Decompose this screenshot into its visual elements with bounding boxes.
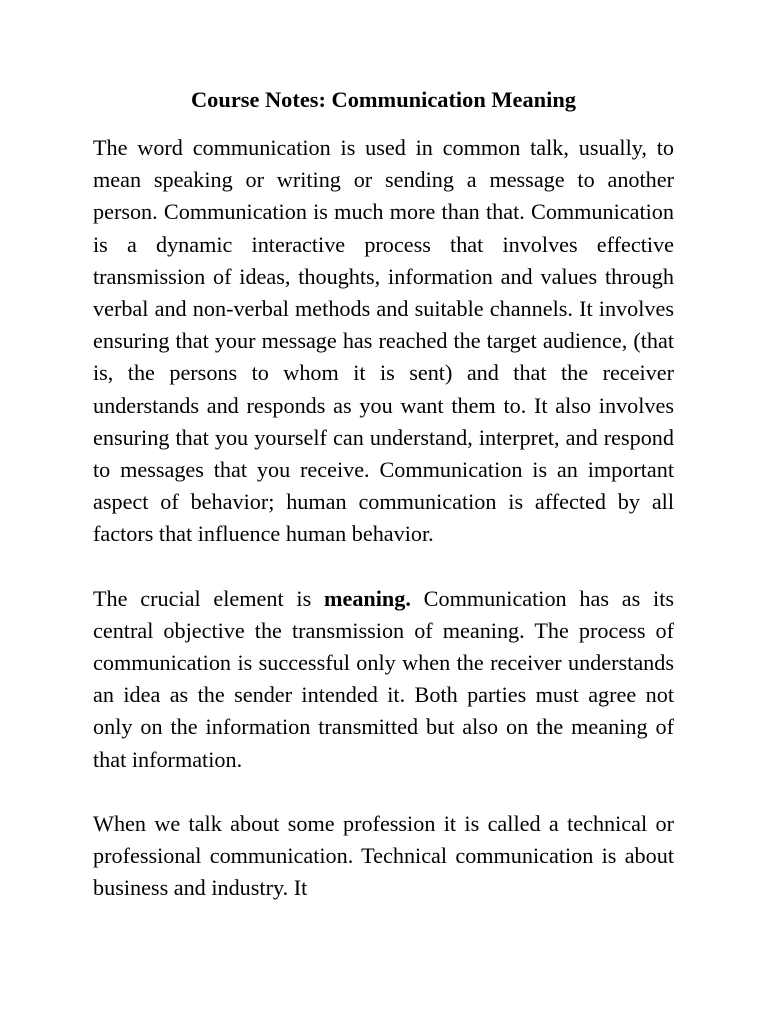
paragraph-text-before: The crucial element is — [93, 585, 324, 611]
paragraph-text: The word communication is used in common talk, usually, to mean speaking or writing or sending a message to another person. Communication is much more than that. Communication is a dynamic interactive process that involves effective transmission of ideas, thoughts, information and values through verbal and non-verbal methods and suitable channels. It involves ensuring that your message has reached the target audience, (that is, the persons to whom it is sent) and that the receiver understands and responds as you want them to. It also involves ensuring that you yourself can understand, interpret, and respond to messages that you receive. Communication is an important aspect of behavior; human communication is affected by all factors that influence human behavior. — [93, 135, 674, 547]
document-page — [93, 84, 674, 904]
paragraph-technical-communication — [93, 808, 674, 905]
document-title: Course Notes: Communication Meaning — [191, 87, 576, 112]
paragraph-text: When we talk about some profession it is called a technical or professional communication. Technical communication is about business and industry. It — [93, 810, 674, 901]
emphasis-meaning: meaning. — [323, 585, 411, 611]
paragraph-text-after: Communication has as its central objective the transmission of meaning. The process of communication is successful only when the receiver understands an idea as the sender intended it. Both parties must agree not only on the information transmitted but also on the meaning of that information. — [93, 585, 675, 772]
paragraph-communication-definition — [93, 132, 674, 551]
paragraph-meaning — [93, 583, 674, 776]
